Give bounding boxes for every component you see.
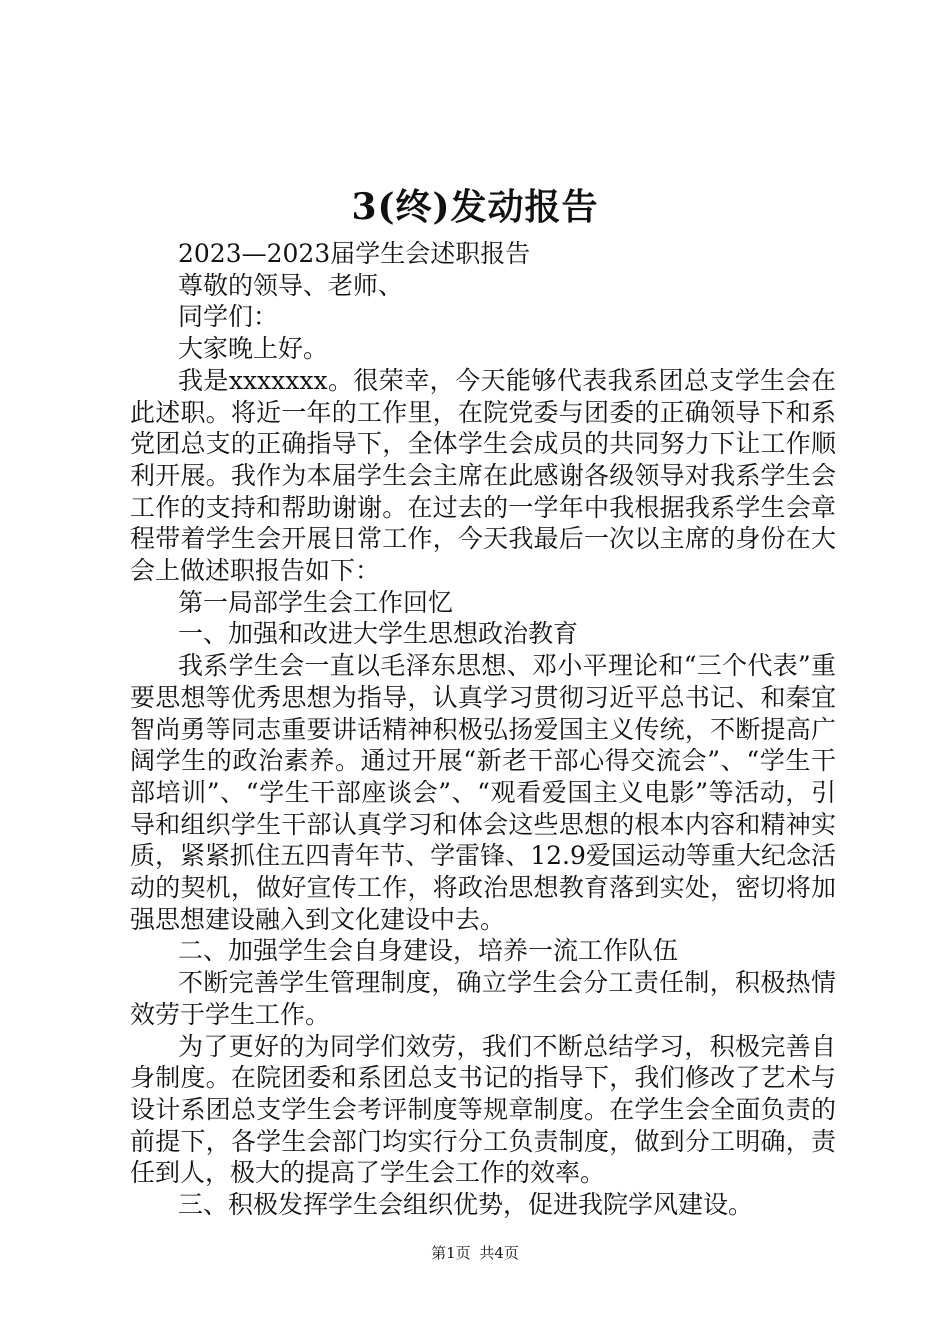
page-number: 第1页 — [431, 1244, 471, 1262]
paragraph: 同学们： — [178, 302, 279, 332]
paragraph: 我是xxxxxxx。很荣幸，今天能够代表我系团总支学生会在此述职。将近一年的工作里，在院党委与团委的正确领导下和系党团总支的正确指导下，全体学生会成员的共同努力下让工作顺利开展。我作为本届学生会主席在此感谢各级领导对我系学生会工作的支持和帮助谢谢。在过去的一学年中我根据我系学生会章程带着学生会开展日常工作，今天我最后一次以主席的身份在大会上做述职报告如下： — [130, 365, 836, 586]
page-total: 共4页 — [479, 1244, 519, 1262]
paragraph: 第一局部学生会工作回忆 — [178, 587, 454, 617]
paragraph: 不断完善学生管理制度，确立学生会分工责任制，积极热情效劳于学生工作。 — [130, 968, 836, 1029]
paragraph: 尊敬的领导、老师、 — [178, 270, 404, 300]
paragraph: 三、积极发挥学生会组织优势，促进我院学风建设。 — [178, 1190, 754, 1220]
paragraph: 二、加强学生会自身建设，培养一流工作队伍 — [178, 936, 679, 966]
paragraph: 一、加强和改进大学生思想政治教育 — [178, 619, 579, 649]
paragraph: 我系学生会一直以毛泽东思想、邓小平理论和“三个代表”重要思想等优秀思想为指导，认真学习贯彻习近平总书记、和秦宜智尚勇等同志重要讲话精神积极弘扬爱国主义传统，不断提高广阔学生的政治素养。通过开展“新老干部心得交流会”、“学生干部培训”、“学生干部座谈会”、“观看爱国主义电影”等活动，引导和组织学生干部认真学习和体会这些思想的根本内容和精神实质，紧紧抓住五四青年节、学雷锋、12.9爱国运动等重大纪念活动的契机，做好宣传工作，将政治思想教育落到实处，密切将加强思想建设融入到文化建设中去。 — [130, 651, 836, 934]
paragraph: 为了更好的为同学们效劳，我们不断总结学习，积极完善自身制度。在院团委和系团总支书记的指导下，我们修改了艺术与设计系团总支学生会考评制度等规章制度。在学生会全面负责的前提下，各学生会部门均实行分工负责制度，做到分工明确，责任到人，极大的提高了学生会工作的效率。 — [130, 1031, 836, 1188]
page-footer — [0, 1243, 950, 1263]
document-title: 3(终)发动报告 — [351, 186, 599, 228]
document-body — [130, 238, 836, 1221]
paragraph: 大家晚上好。 — [178, 334, 329, 364]
paragraph: 2023—2023届学生会述职报告 — [178, 239, 531, 268]
